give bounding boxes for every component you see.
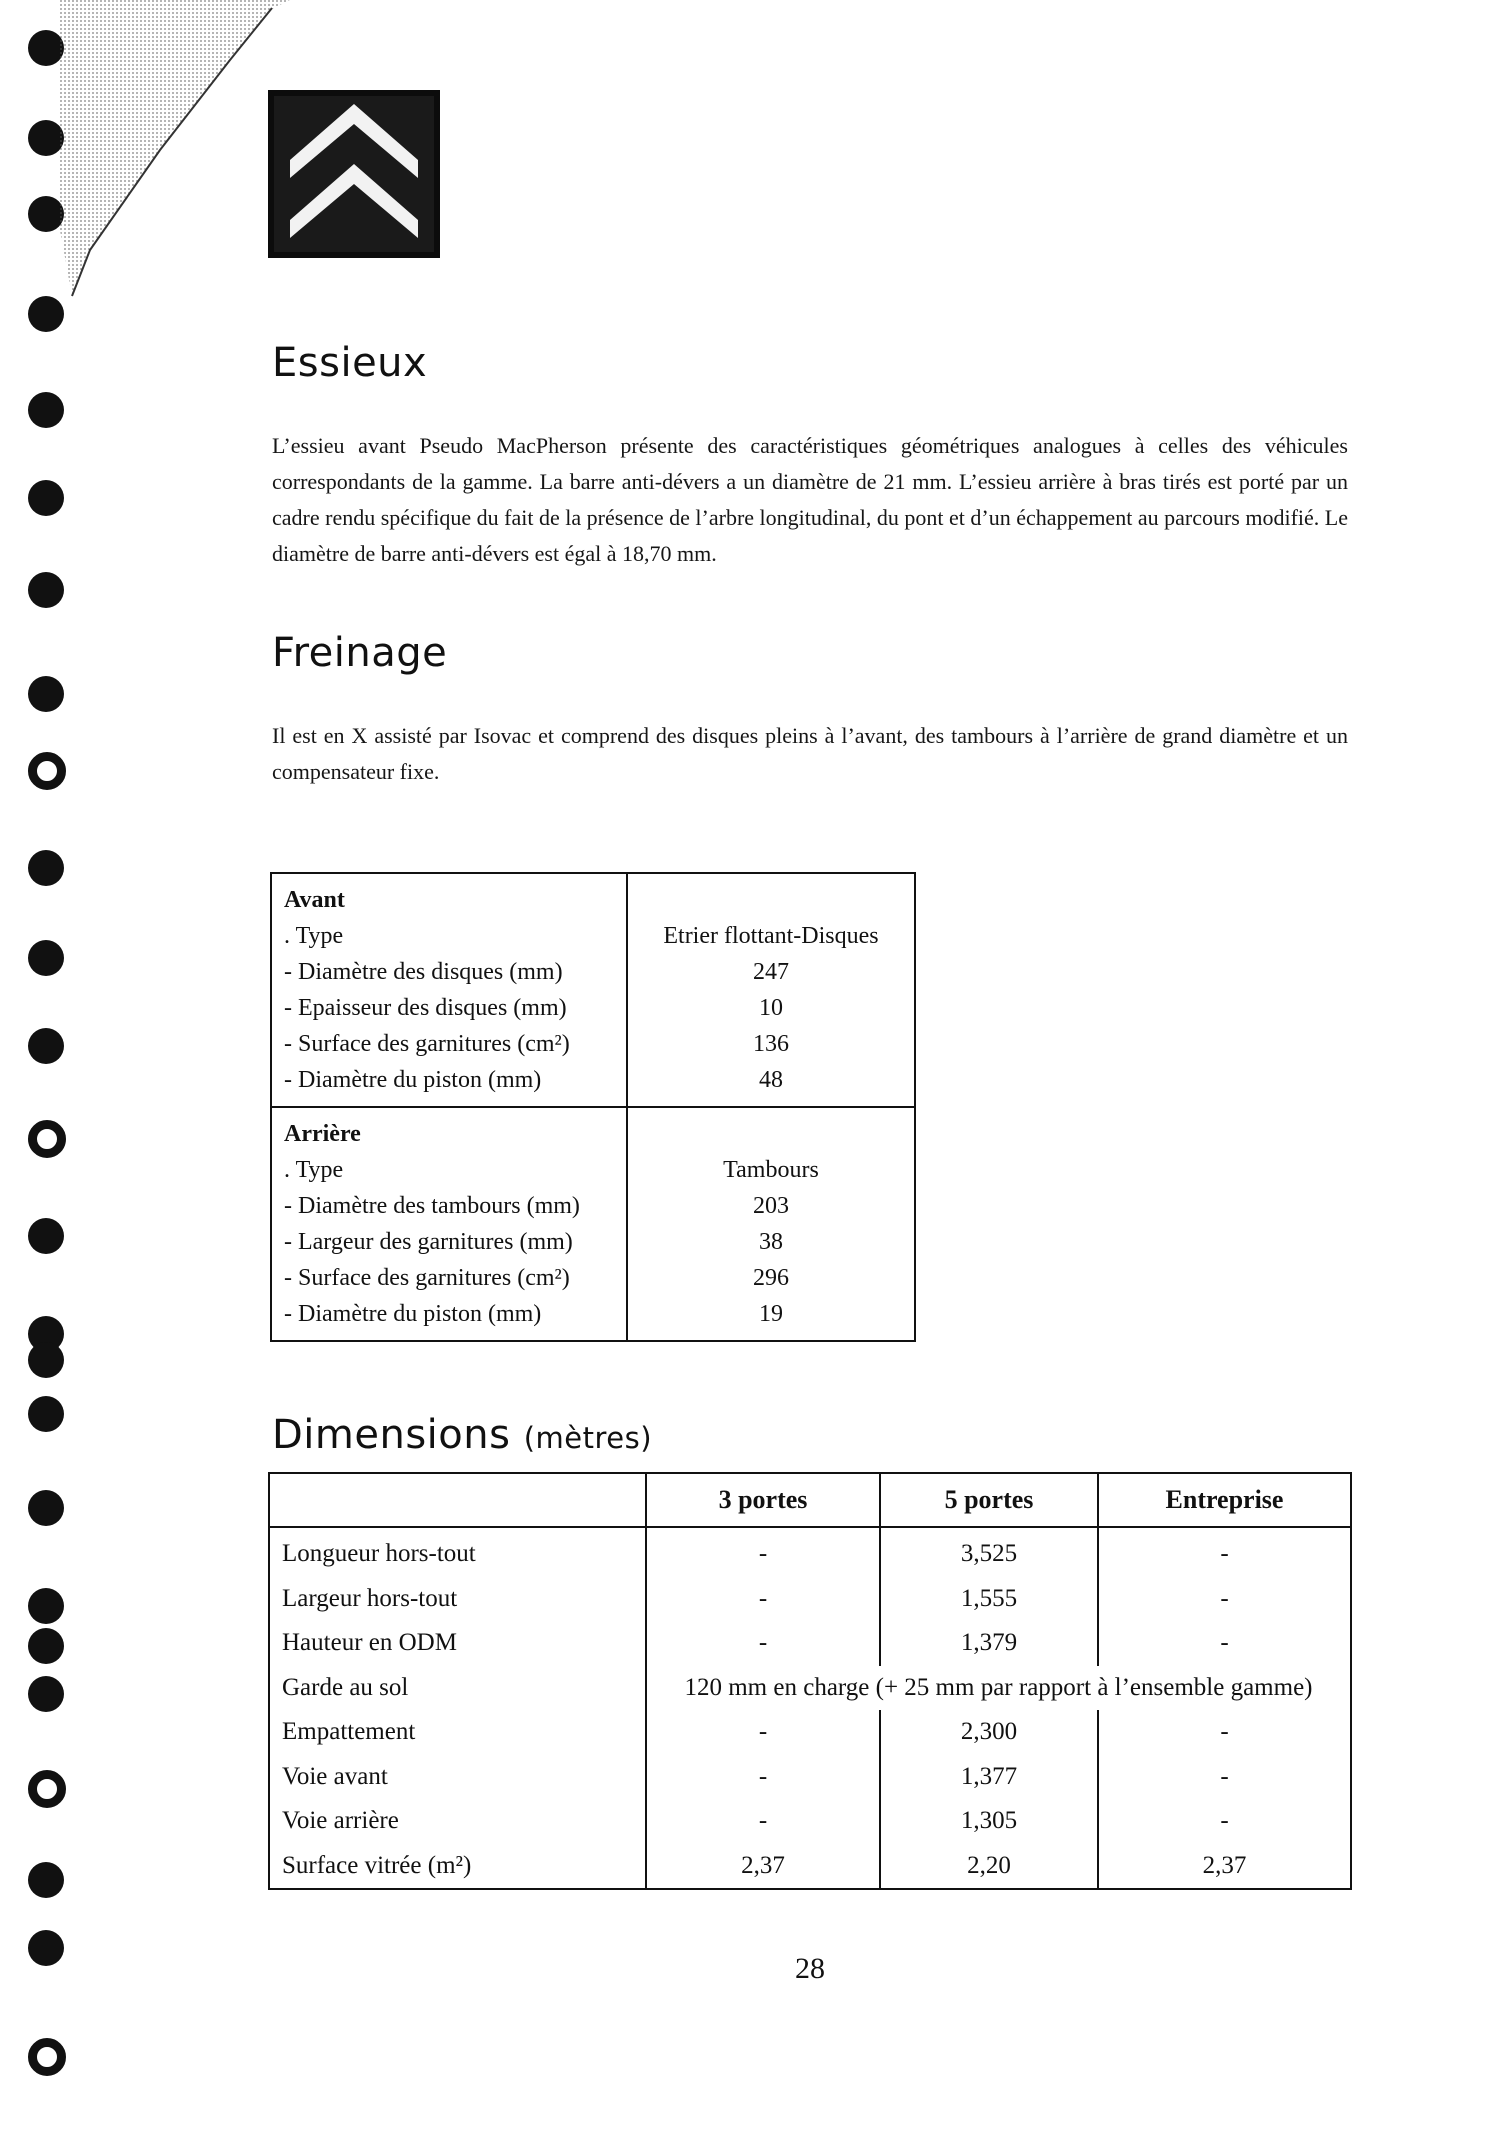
rear-value: 38 (759, 1229, 783, 1255)
rear-value: Tambours (723, 1157, 819, 1183)
binder-hole (28, 1862, 64, 1898)
binder-hole (28, 1770, 66, 1808)
row-label: Surface vitrée (m²) (269, 1844, 646, 1890)
axles-paragraph: L’essieu avant Pseudo MacPherson présente des caractéristiques géométriques analogues à celles des véhicules correspondants de la gamme. La barre anti-dévers a un diamètre de 21 mm. L’essieu arrière à bras tirés est porté par un cadre rendu spécifique du fait de la présence de l’arbre longitudinal, du pont et d’un échappement au parcours modifié. Le diamètre de barre anti-dévers est égal à 18,70 mm. (272, 433, 1348, 566)
cell-entreprise: 2,37 (1098, 1844, 1351, 1890)
front-value: 48 (759, 1067, 783, 1093)
binder-hole (28, 1930, 64, 1966)
front-label: - Diamètre du piston (mm) (284, 1067, 542, 1093)
row-label: Voie avant (269, 1755, 646, 1800)
binder-hole (28, 392, 64, 428)
binder-hole (28, 1396, 64, 1432)
binder-hole (28, 1676, 64, 1712)
cell-entreprise: - (1098, 1755, 1351, 1800)
table-row (269, 1666, 1351, 1711)
row-label: Largeur hors-tout (269, 1577, 646, 1622)
front-value: 247 (753, 959, 789, 985)
cell-3-portes: - (646, 1755, 880, 1800)
cell-5-portes: 3,525 (880, 1527, 1098, 1577)
cell-3-portes: - (646, 1621, 880, 1666)
binder-hole (28, 2038, 66, 2076)
table-row (269, 1710, 1351, 1755)
row-label: Longueur hors-tout (269, 1527, 646, 1577)
front-label: - Surface des garnitures (cm²) (284, 1031, 570, 1057)
cell-span: 120 mm en charge (+ 25 mm par rapport à l’ensemble gamme) (646, 1666, 1351, 1711)
cell-5-portes: 2,300 (880, 1710, 1098, 1755)
binder-hole (28, 1490, 64, 1526)
front-value: Etrier flottant-Disques (663, 923, 879, 949)
rear-label: - Surface des garnitures (cm²) (284, 1265, 570, 1291)
cell-5-portes: 2,20 (880, 1844, 1098, 1890)
cell-entreprise: - (1098, 1577, 1351, 1622)
column-header: 3 portes (646, 1473, 880, 1527)
front-group-title: Avant (284, 887, 345, 913)
rear-labels-cell (271, 1107, 627, 1341)
front-value: 136 (753, 1031, 789, 1057)
table-row (269, 1844, 1351, 1890)
dimensions-header-row (269, 1473, 1351, 1527)
front-values-cell (627, 873, 915, 1107)
front-label: . Type (284, 923, 344, 949)
row-label: Empattement (269, 1710, 646, 1755)
rear-label: - Diamètre du piston (mm) (284, 1301, 542, 1327)
brand-logo (268, 90, 440, 258)
table-row (269, 1577, 1351, 1622)
column-header (269, 1473, 646, 1527)
binder-hole (28, 850, 64, 886)
front-label: - Epaisseur des disques (mm) (284, 995, 567, 1021)
table-row (269, 1527, 1351, 1577)
cell-entreprise: - (1098, 1710, 1351, 1755)
cell-5-portes: 1,377 (880, 1755, 1098, 1800)
binder-hole (28, 676, 64, 712)
front-labels-cell (271, 873, 627, 1107)
rear-value: 19 (759, 1301, 783, 1327)
brake-rear-row (271, 1107, 915, 1341)
rear-value: 296 (753, 1265, 789, 1291)
cell-5-portes: 1,379 (880, 1621, 1098, 1666)
dimensions-heading-text: Dimensions (272, 1412, 511, 1458)
binder-hole (28, 1218, 64, 1254)
rear-group-title: Arrière (284, 1121, 361, 1147)
binder-hole (28, 1588, 64, 1624)
column-header: Entreprise (1098, 1473, 1351, 1527)
brake-specs-table (270, 872, 916, 1342)
binder-holes (28, 0, 78, 2134)
torn-corner-shadow (0, 0, 300, 300)
binder-hole (28, 480, 64, 516)
rear-values-cell (627, 1107, 915, 1341)
table-row (269, 1799, 1351, 1844)
binder-hole (28, 1028, 64, 1064)
cell-5-portes: 1,305 (880, 1799, 1098, 1844)
page-number: 28 (795, 1952, 825, 1985)
binder-hole (28, 940, 64, 976)
dimensions-heading-unit: (mètres) (523, 1421, 653, 1455)
dimensions-table (268, 1472, 1352, 1890)
rear-label: . Type (284, 1157, 344, 1183)
binder-hole (28, 1628, 64, 1664)
rear-label: - Diamètre des tambours (mm) (284, 1193, 580, 1219)
citroen-double-chevron-icon (268, 90, 440, 258)
binder-hole (28, 752, 66, 790)
binder-hole (28, 1342, 64, 1378)
cell-entreprise: - (1098, 1621, 1351, 1666)
cell-entreprise: - (1098, 1527, 1351, 1577)
binder-hole (28, 296, 64, 332)
dimensions-heading (272, 1412, 652, 1458)
axles-heading: Essieux (272, 340, 428, 386)
row-label: Garde au sol (269, 1666, 646, 1711)
column-header: 5 portes (880, 1473, 1098, 1527)
braking-paragraph: Il est en X assisté par Isovac et comprend des disques pleins à l’avant, des tambours à l’arrière de grand diamètre et un compensateur fixe. (272, 723, 1348, 784)
rear-label: - Largeur des garnitures (mm) (284, 1229, 573, 1255)
cell-3-portes: - (646, 1799, 880, 1844)
front-value: 10 (759, 995, 783, 1021)
row-label: Hauteur en ODM (269, 1621, 646, 1666)
front-label: - Diamètre des disques (mm) (284, 959, 563, 985)
cell-5-portes: 1,555 (880, 1577, 1098, 1622)
table-row (269, 1755, 1351, 1800)
brake-front-row (271, 873, 915, 1107)
cell-3-portes: - (646, 1527, 880, 1577)
table-row (269, 1621, 1351, 1666)
cell-3-portes: 2,37 (646, 1844, 880, 1890)
cell-entreprise: - (1098, 1799, 1351, 1844)
cell-3-portes: - (646, 1577, 880, 1622)
binder-hole (28, 572, 64, 608)
row-label: Voie arrière (269, 1799, 646, 1844)
braking-heading: Freinage (272, 630, 448, 676)
cell-3-portes: - (646, 1710, 880, 1755)
rear-value: 203 (753, 1193, 789, 1219)
binder-hole (28, 1120, 66, 1158)
